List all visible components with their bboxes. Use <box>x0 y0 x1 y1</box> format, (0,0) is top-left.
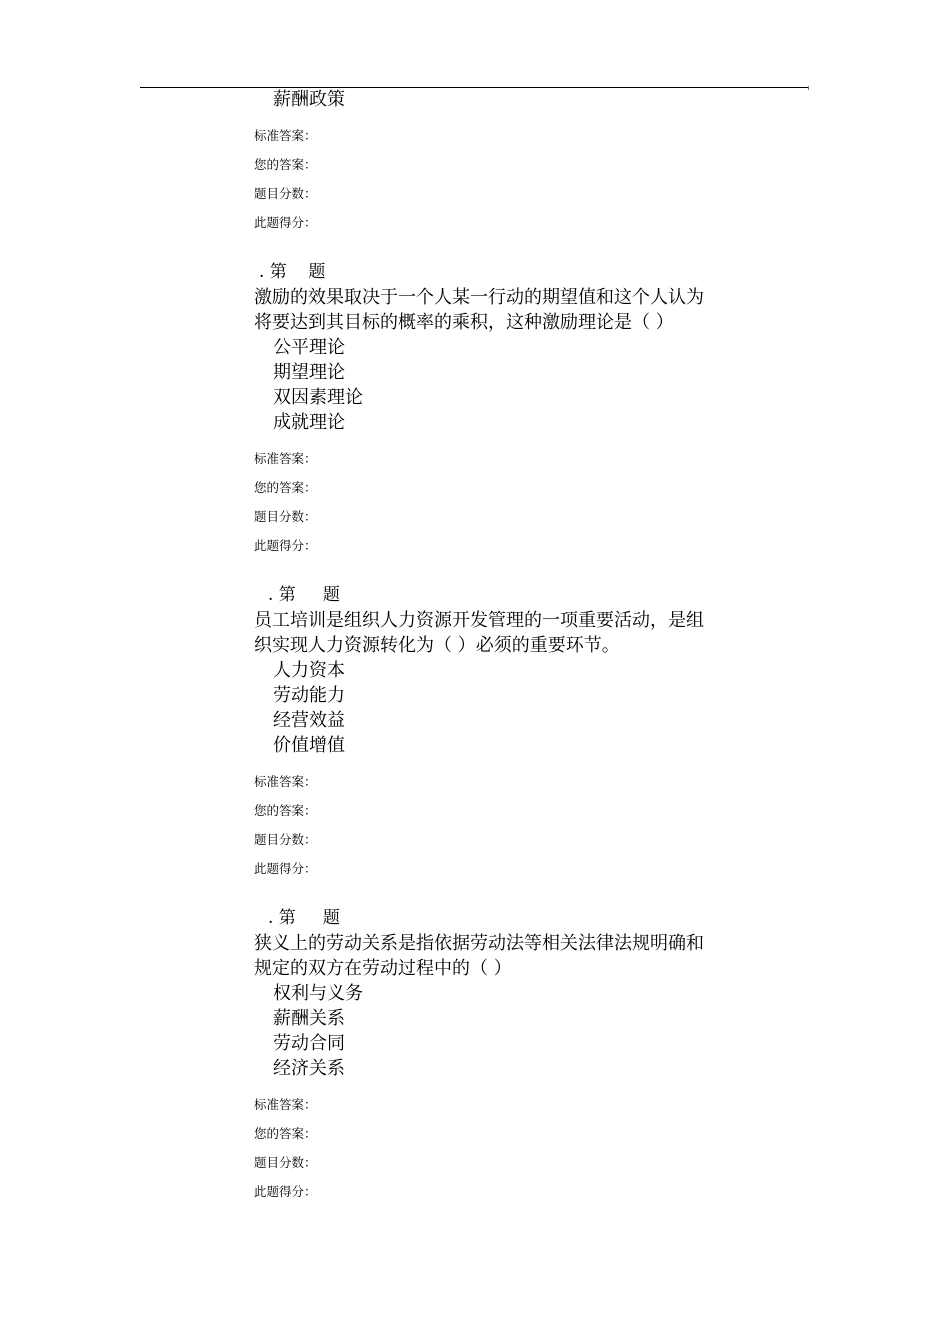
question-stem: 激励的效果取决于一个人某一行动的期望值和这个人认为将要达到其目标的概率的乘积，这种激励理论是（ ） <box>254 287 704 333</box>
standard-answer-label: 标准答案： <box>254 128 317 143</box>
question-score-label: 题目分数： <box>254 509 317 524</box>
earned-score-label: 此题得分： <box>254 538 317 553</box>
your-answer-label: 您的答案： <box>254 480 317 495</box>
earned-score-label: 此题得分： <box>254 215 317 230</box>
standard-answer-label: 标准答案： <box>254 1097 317 1112</box>
question-score-label: 题目分数： <box>254 832 317 847</box>
standard-answer-label: 标准答案： <box>254 451 317 466</box>
option: 劳动合同 <box>273 1033 345 1054</box>
question-number: . 第 题 <box>268 585 340 605</box>
question-score-label: 题目分数： <box>254 186 317 201</box>
previous-question-tail <box>254 87 734 237</box>
your-answer-label: 您的答案： <box>254 157 317 172</box>
option: 经济关系 <box>273 1058 345 1079</box>
option: 薪酬关系 <box>273 1008 345 1029</box>
answer-meta <box>254 1090 734 1206</box>
question-block <box>254 583 734 883</box>
your-answer-label: 您的答案： <box>254 1126 317 1141</box>
option: 权利与义务 <box>273 983 363 1004</box>
option: 薪酬政策 <box>273 89 345 110</box>
question-number: . 第 题 <box>268 908 340 928</box>
earned-score-label: 此题得分： <box>254 861 317 876</box>
standard-answer-label: 标准答案： <box>254 774 317 789</box>
question-number: . 第 题 <box>259 262 326 282</box>
option: 价值增值 <box>273 735 345 756</box>
question-block <box>254 260 734 560</box>
answer-meta <box>254 444 734 560</box>
option: 公平理论 <box>273 337 345 358</box>
question-block <box>254 906 734 1206</box>
question-stem: 员工培训是组织人力资源开发管理的一项重要活动，是组织实现人力资源转化为（ ）必须的重要环节。 <box>254 610 704 656</box>
earned-score-label: 此题得分： <box>254 1184 317 1199</box>
document-content <box>254 87 734 1206</box>
header-tick-mark <box>808 86 809 90</box>
your-answer-label: 您的答案： <box>254 803 317 818</box>
option: 双因素理论 <box>273 387 363 408</box>
option: 成就理论 <box>273 412 345 433</box>
option: 劳动能力 <box>273 685 345 706</box>
option: 经营效益 <box>273 710 345 731</box>
option: 期望理论 <box>273 362 345 383</box>
question-score-label: 题目分数： <box>254 1155 317 1170</box>
question-stem: 狭义上的劳动关系是指依据劳动法等相关法律法规明确和规定的双方在劳动过程中的（ ） <box>254 933 704 979</box>
answer-meta <box>254 121 734 237</box>
option: 人力资本 <box>273 660 345 681</box>
answer-meta <box>254 767 734 883</box>
